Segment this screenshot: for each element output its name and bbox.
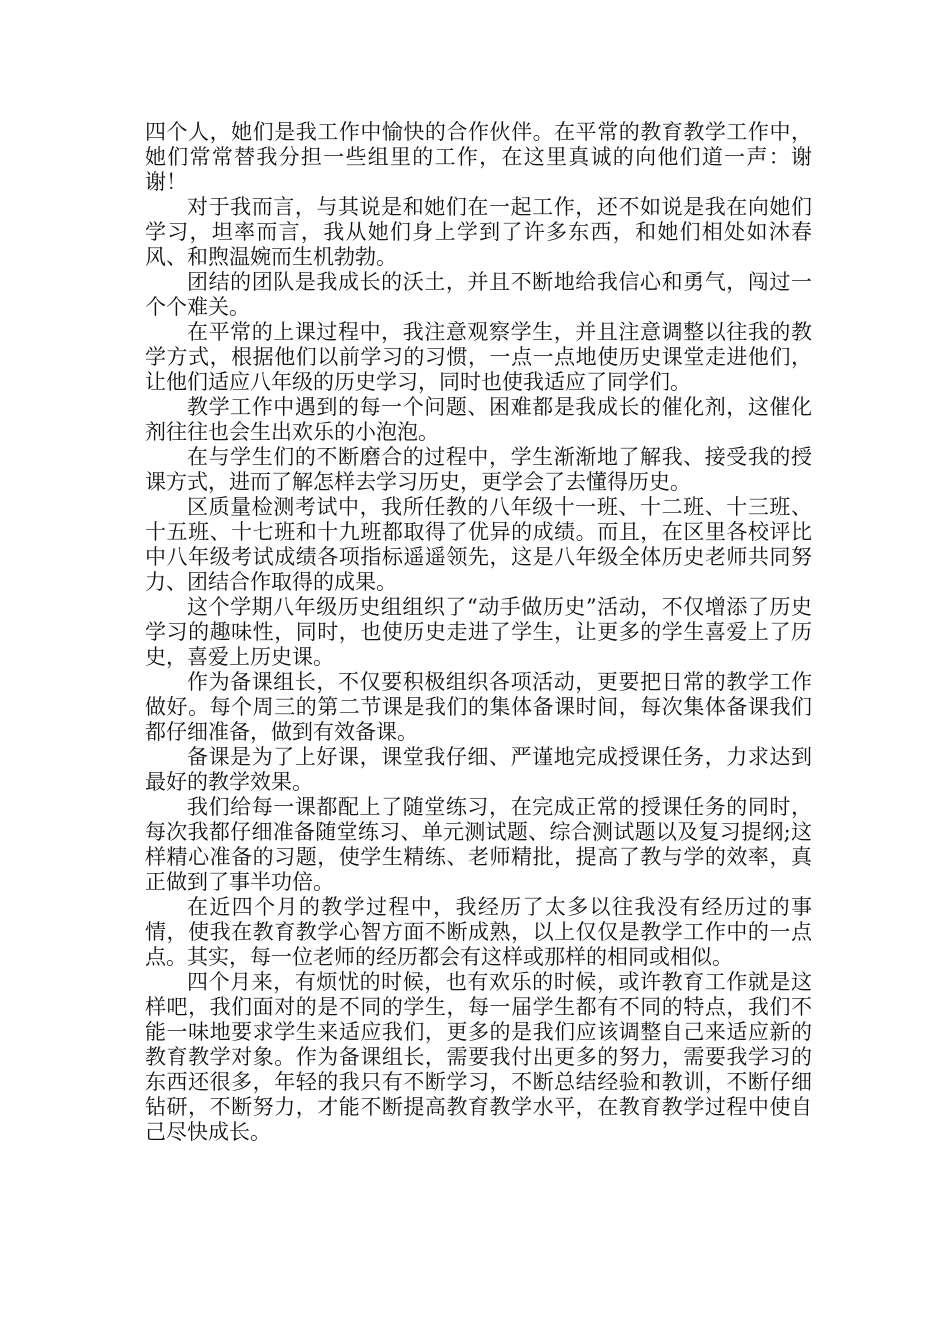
- paragraph-1: 四个人，她们是我工作中愉快的合作伙伴。在平常的教育教学工作中，她们常常替我分担一些组里的工作，在这里真诚的向他们道一声：谢谢！: [145, 120, 812, 194]
- paragraph-8: 这个学期八年级历史组组织了“动手做历史”活动，不仅增添了历史学习的趣味性，同时，也使历史走进了学生，让更多的学生喜爱上了历史，喜爱上历史课。: [145, 595, 812, 669]
- paragraph-7: 区质量检测考试中，我所任教的八年级十一班、十二班、十三班、十五班、十七班和十九班都取得了优异的成绩。而且，在区里各校评比中八年级考试成绩各项指标遥遥领先，这是八年级全体历史老师共同努力、团结合作取得的成果。: [145, 495, 812, 594]
- paragraph-12: 在近四个月的教学过程中，我经历了太多以往我没有经历过的事情，使我在教育教学心智方面不断成熟，以上仅仅是教学工作中的一点点。其实，每一位老师的经历都会有这样或那样的相同或相似。: [145, 895, 812, 969]
- paragraph-11: 我们给每一课都配上了随堂练习，在完成正常的授课任务的同时，每次我都仔细准备随堂练习、单元测试题、综合测试题以及复习提纲;这样精心准备的习题，使学生精练、老师精批，提高了教与学的效率，真正做到了事半功倍。: [145, 795, 812, 894]
- paragraph-6: 在与学生们的不断磨合的过程中，学生渐渐地了解我、接受我的授课方式，进而了解怎样去学习历史，更学会了去懂得历史。: [145, 445, 812, 494]
- paragraph-13: 四个月来，有烦忧的时候，也有欢乐的时候，或许教育工作就是这样吧，我们面对的是不同的学生，每一届学生都有不同的特点，我们不能一味地要求学生来适应我们，更多的是我们应该调整自己来适应新的教育教学对象。作为备课组长，需要我付出更多的努力，需要我学习的东西还很多，年轻的我只有不断学习，不断总结经验和教训，不断仔细钻研，不断努力，才能不断提高教育教学水平，在教育教学过程中使自己尽快成长。: [145, 970, 812, 1144]
- paragraph-10: 备课是为了上好课，课堂我仔细、严谨地完成授课任务，力求达到最好的教学效果。: [145, 745, 812, 794]
- paragraph-9: 作为备课组长，不仅要积极组织各项活动，更要把日常的教学工作做好。每个周三的第二节课是我们的集体备课时间，每次集体备课我们都仔细准备，做到有效备课。: [145, 670, 812, 744]
- paragraph-5: 教学工作中遇到的每一个问题、困难都是我成长的催化剂，这催化剂往往也会生出欢乐的小泡泡。: [145, 395, 812, 444]
- paragraph-4: 在平常的上课过程中，我注意观察学生，并且注意调整以往我的教学方式，根据他们以前学习的习惯，一点一点地使历史课堂走进他们，让他们适应八年级的历史学习，同时也使我适应了同学们。: [145, 320, 812, 394]
- paragraph-2: 对于我而言，与其说是和她们在一起工作，还不如说是我在向她们学习，坦率而言，我从她们身上学到了许多东西，和她们相处如沐春风、和煦温婉而生机勃勃。: [145, 195, 812, 269]
- document-body: [145, 120, 812, 1145]
- paragraph-3: 团结的团队是我成长的沃土，并且不断地给我信心和勇气，闯过一个个难关。: [145, 270, 812, 319]
